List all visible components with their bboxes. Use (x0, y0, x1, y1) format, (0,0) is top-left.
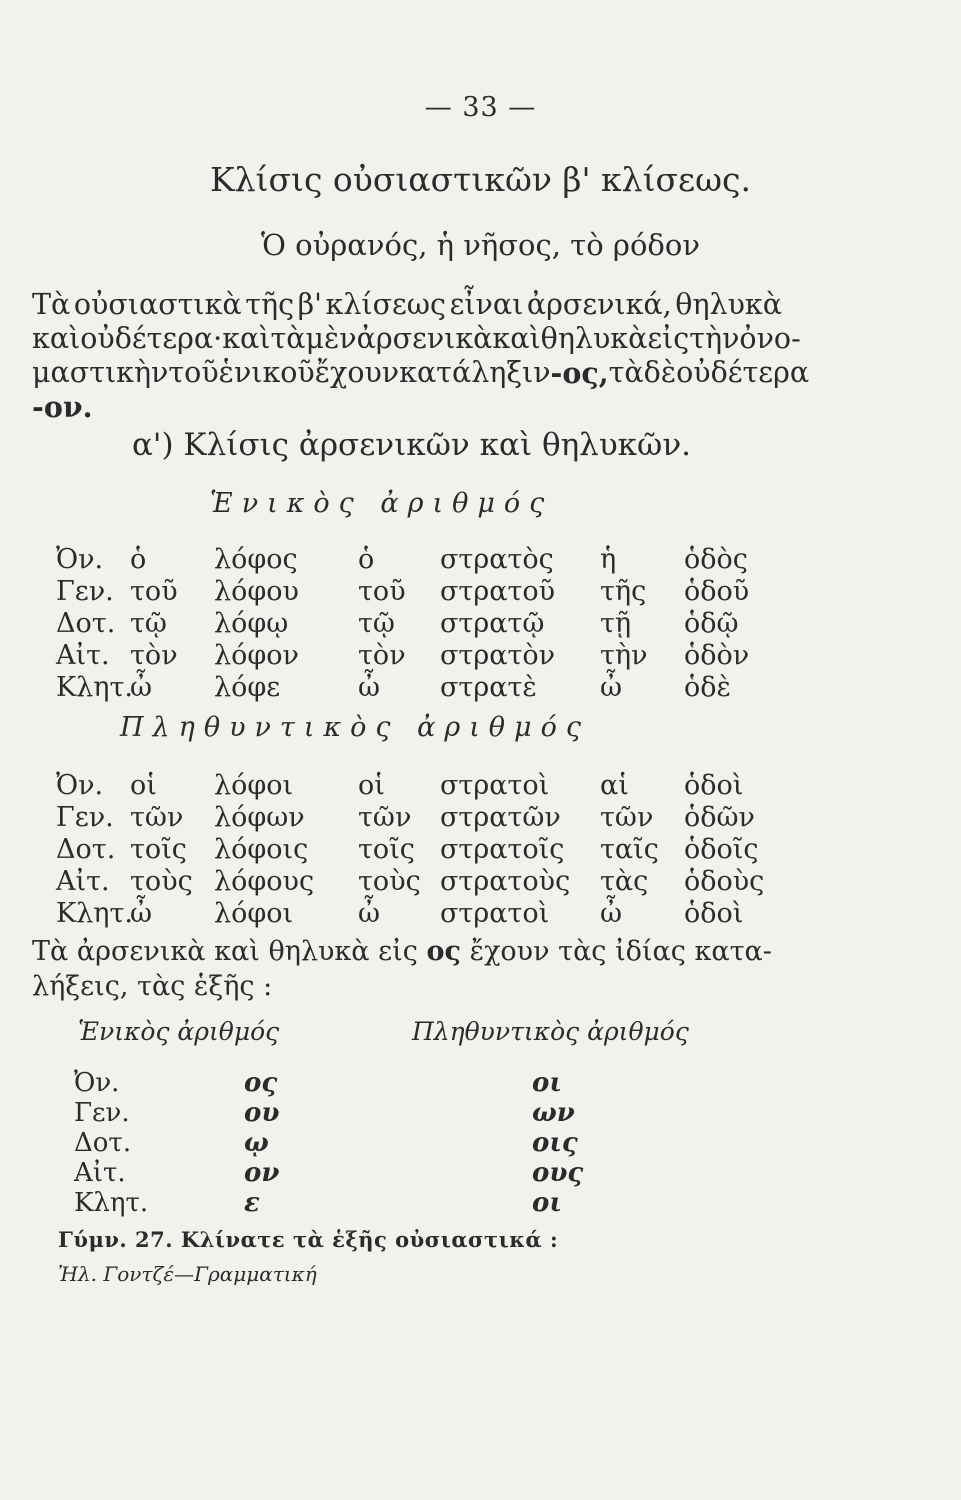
ending: ους (532, 1158, 584, 1188)
rule-paragraph (32, 934, 772, 1004)
article: τὰς (600, 866, 649, 897)
word: καὶ (214, 936, 260, 967)
ending-suffix: -ον. (32, 390, 93, 424)
article: τὸν (130, 640, 178, 671)
intro-line (32, 322, 801, 356)
noun-form: στρατοὺς (440, 866, 571, 897)
word: ὀνο- (739, 322, 801, 355)
word: ἑνικοῦ (218, 356, 315, 389)
case-label: Γεν. (56, 802, 114, 833)
word: θηλυκὰ (268, 936, 370, 967)
article: τοῖς (130, 834, 187, 865)
word: Τὰ (32, 936, 69, 967)
case-label: Κλητ. (56, 672, 133, 703)
word: μὲν (305, 322, 357, 355)
article: τῇ (600, 608, 632, 639)
noun-form: ὁδοὺς (684, 866, 765, 897)
word: καὶ (492, 322, 541, 355)
word: ἰδίας (615, 936, 686, 967)
word: τῆς (245, 288, 295, 321)
article: αἱ (600, 770, 629, 801)
article: τοὺς (358, 866, 421, 897)
word: ἔχουν (469, 936, 550, 967)
word: Τὰ (32, 288, 71, 321)
noun-form: στρατοῖς (440, 834, 565, 865)
article: ὦ (600, 672, 623, 703)
article: ὦ (358, 898, 381, 929)
word: καὶ (222, 322, 271, 355)
article: τῶν (358, 802, 412, 833)
intro-line (32, 288, 782, 322)
noun-form: ὁδοὶ (684, 770, 744, 801)
case-label: Ὀν. (56, 544, 104, 575)
case-label: Γεν. (74, 1098, 130, 1128)
word: θηλυκὰ (675, 288, 782, 321)
noun-form: ὁδῶν (684, 802, 755, 833)
case-label: Δοτ. (56, 608, 116, 639)
word: δὲ (643, 356, 677, 389)
article: τοὺς (130, 866, 193, 897)
word: καὶ (32, 322, 81, 355)
noun-form: λόφοις (214, 834, 309, 865)
word: τοῦ (168, 356, 219, 389)
article: τοῖς (358, 834, 415, 865)
endings-singular-heading: Ἑνικὸς ἀριθμός (78, 1017, 280, 1046)
noun-form: λόφε (214, 672, 281, 703)
noun-form: στρατὸν (440, 640, 556, 671)
noun-form: λόφοι (214, 898, 294, 929)
article: ὦ (358, 672, 381, 703)
article: ὦ (600, 898, 623, 929)
noun-form: στρατοῦ (440, 576, 556, 607)
article: τοῦ (130, 576, 178, 607)
ending: ον (244, 1158, 280, 1188)
article: τῶν (130, 802, 184, 833)
ending: ε (244, 1188, 260, 1218)
intro-line (32, 356, 810, 390)
ending: οι (532, 1068, 562, 1098)
word: κατάληξιν (399, 356, 551, 389)
plural-heading: Πληθυντικὸς ἀριθμός (120, 712, 590, 743)
word: τὰ (270, 322, 306, 355)
ending: οι (532, 1188, 562, 1218)
article: ταῖς (600, 834, 659, 865)
noun-form: στρατῷ (440, 608, 545, 639)
rule-line (32, 969, 772, 1004)
word: τὰς (558, 936, 607, 967)
case-label: Αἰτ. (56, 640, 110, 671)
noun-form: ὁδοῖς (684, 834, 759, 865)
article: οἱ (358, 770, 385, 801)
intro-line (32, 390, 782, 424)
article: τῶν (600, 802, 654, 833)
singular-heading: Ἑνικὸς ἀριθμός (210, 488, 554, 519)
word: ἀρσενικὰ (356, 322, 493, 355)
exercise-text: Γύμν. 27. Κλίνατε τὰ ἑξῆς οὐσιαστικά : (58, 1227, 559, 1252)
article: τῷ (358, 608, 395, 639)
noun-form: στρατὸς (440, 544, 554, 575)
noun-form: ὁδοὶ (684, 898, 744, 929)
case-label: Ὀν. (74, 1068, 120, 1098)
subheading: α') Κλίσις ἀρσενικῶν καὶ θηλυκῶν. (132, 427, 692, 463)
word: θηλυκὰ (540, 322, 648, 355)
rule-text: λήξεις, τὰς ἑξῆς : (32, 971, 273, 1002)
word: οὐσιαστικὰ (73, 288, 242, 321)
word: τὴν (689, 322, 740, 355)
case-label: Γεν. (56, 576, 114, 607)
ending: ου (244, 1098, 280, 1128)
word: εἰς (647, 322, 690, 355)
article: τὸν (358, 640, 406, 671)
noun-form: στρατοὶ (440, 898, 550, 929)
intro-paragraph (32, 288, 810, 424)
article: ὁ (130, 544, 147, 575)
case-label: Δοτ. (74, 1128, 132, 1158)
noun-form: στρατὲ (440, 672, 537, 703)
word: εἶναι (449, 288, 524, 321)
noun-form: λόφος (214, 544, 298, 575)
noun-form: ὁδὲ (684, 672, 731, 703)
word: οὐδέτερα (676, 356, 810, 389)
word: μαστικὴν (32, 356, 169, 389)
noun-form: λόφοι (214, 770, 294, 801)
noun-form: λόφον (214, 640, 299, 671)
case-label: Κλητ. (74, 1188, 149, 1218)
word: ος (426, 936, 461, 967)
noun-form: λόφους (214, 866, 315, 897)
noun-form: στρατοὶ (440, 770, 550, 801)
article: οἱ (130, 770, 157, 801)
noun-form: λόφου (214, 576, 299, 607)
noun-form: λόφῳ (214, 608, 289, 639)
noun-form: ὁδὸς (684, 544, 748, 575)
word: -ος, (550, 356, 609, 390)
footer-signature: Ἠλ. Γοντζέ—Γραμματική (58, 1262, 317, 1286)
noun-form: ὁδὸν (684, 640, 750, 671)
ending: ῳ (244, 1128, 269, 1158)
noun-form: ὁδῷ (684, 608, 739, 639)
word: ἀρσενικά, (526, 288, 672, 321)
article: ὁ (358, 544, 375, 575)
case-label: Αἰτ. (74, 1158, 126, 1188)
word: β' (297, 288, 322, 321)
section-title: Κλίσις οὐσιαστικῶν β' κλίσεως. (209, 160, 752, 199)
word: ἔχουν (314, 356, 400, 389)
article: ὦ (130, 672, 153, 703)
word: ἀρσενικὰ (76, 936, 206, 967)
page-number: — 33 — (424, 92, 537, 123)
article: τῆς (600, 576, 647, 607)
word: οὐδέτερα· (80, 322, 223, 355)
ending: οις (532, 1128, 578, 1158)
word: τὰ (608, 356, 644, 389)
article: τῷ (130, 608, 167, 639)
article: ἡ (600, 544, 617, 575)
noun-form: λόφων (214, 802, 305, 833)
case-label: Δοτ. (56, 834, 116, 865)
word: κλίσεως (325, 288, 447, 321)
case-label: Κλητ. (56, 898, 133, 929)
article: τὴν (600, 640, 648, 671)
article: ὦ (130, 898, 153, 929)
endings-plural-heading: Πληθυντικὸς ἀριθμός (412, 1017, 689, 1046)
ending: ος (244, 1068, 278, 1098)
article: τοῦ (358, 576, 406, 607)
word: κατα- (694, 936, 772, 967)
case-label: Αἰτ. (56, 866, 110, 897)
word: εἰς (378, 936, 418, 967)
ending: ων (532, 1098, 575, 1128)
rule-line (32, 934, 772, 969)
noun-form: στρατῶν (440, 802, 561, 833)
noun-form: ὁδοῦ (684, 576, 750, 607)
example-nouns: Ὁ οὐρανός, ἡ νῆσος, τὸ ρόδον (261, 228, 700, 262)
case-label: Ὀν. (56, 770, 104, 801)
